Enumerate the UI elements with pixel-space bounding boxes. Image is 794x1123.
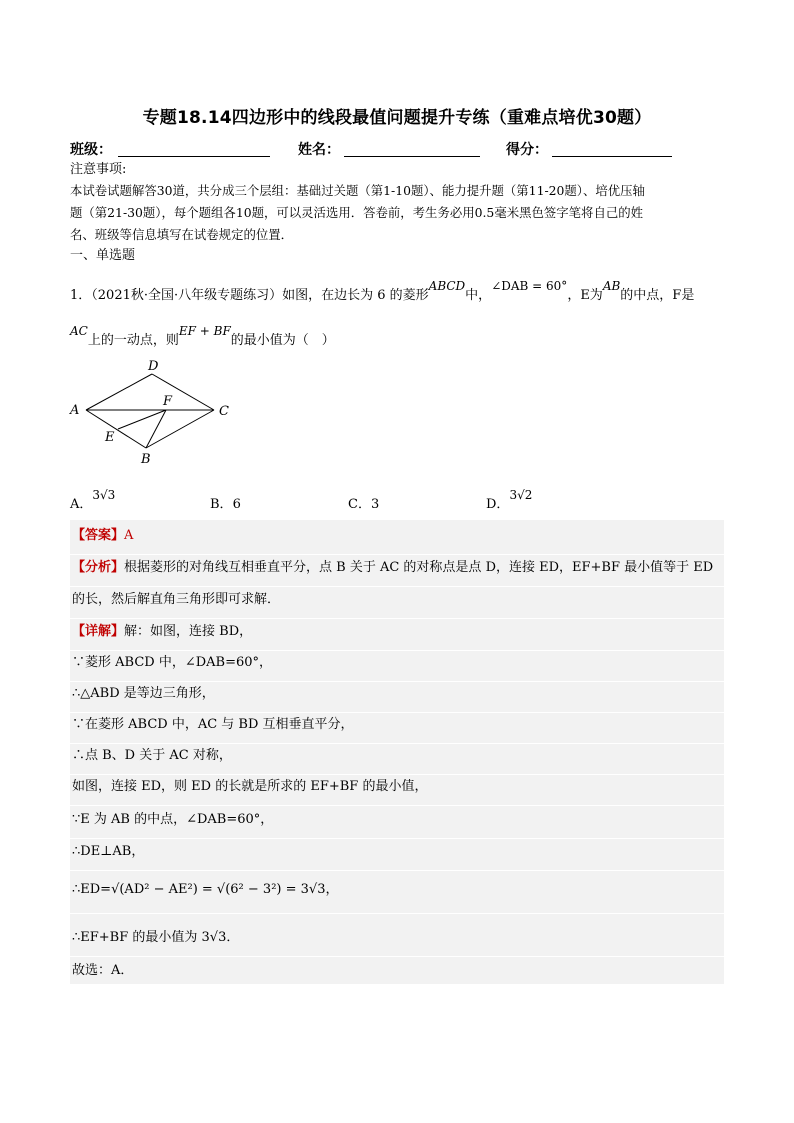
detail-line-1 (70, 620, 724, 651)
point-label-f: F (163, 394, 173, 409)
analysis-line-2 (70, 588, 724, 619)
segment-dc (152, 374, 214, 410)
vertex-label-a: A (70, 403, 80, 418)
option-a-value: 3√3 (92, 488, 116, 502)
detail-line-3 (70, 682, 724, 713)
detail-line-6 (70, 775, 724, 806)
score-blank[interactable] (552, 156, 672, 157)
vertex-label-d: D (148, 359, 159, 374)
question-seg-ac: AC (70, 324, 88, 338)
vertex-label-b: B (141, 452, 151, 467)
question-seg-ab: AB (602, 279, 621, 293)
notes-line-1: 本试卷试题解答30道，共分成三个层组：基础过关题（第1-10题）、能力提升题（第11-20题）、培优压轴 (70, 183, 645, 198)
analysis-text-1: 根据菱形的对角线互相垂直平分，点 B 关于 AC 的对称点是点 D，连接 ED，EF+BF 最小值等于 ED (124, 560, 714, 575)
class-label: 班级： (70, 142, 112, 158)
notes-line-2: 题（第21-30题），每个题组各10题，可以灵活选用．答卷前，考生务必用0.5毫米黑色签字笔将自己的姓 (70, 205, 644, 220)
vertex-label-c: C (219, 404, 229, 419)
detail-line-9 (70, 878, 724, 914)
question-mid2: ，E为 (567, 288, 603, 303)
question-mid3: 的中点，F是 (620, 288, 695, 303)
notes-heading: 注意事项: (70, 162, 127, 177)
question-suffix: 的最小值为（ ） (230, 333, 335, 348)
detail-step-1: 解：如图，连接 BD， (124, 624, 253, 639)
detail-tag: 【详解】 (72, 624, 125, 639)
page-title: 专题18.14四边形中的线段最值问题提升专练（重难点培优30题） (142, 108, 652, 128)
option-c-value: 3 (370, 497, 380, 512)
question-prefix: 1．（2021秋·全国·八年级专题练习）如图，在边长为 6 的菱形 (70, 288, 429, 303)
detail-step-4: ∵在菱形 ABCD 中，AC 与 BD 互相垂直平分， (72, 717, 354, 732)
answer-line (70, 524, 724, 555)
question-angle: ∠DAB = 60° (491, 279, 568, 293)
segment-ba (86, 410, 146, 448)
question-expr: EF + BF (178, 324, 231, 338)
option-b-value: 6 (232, 497, 241, 512)
detail-step-5: ∴点 B、D 关于 AC 对称， (72, 748, 232, 763)
segment-cb (146, 410, 214, 448)
detail-step-3: ∴△ABD 是等边三角形， (72, 686, 215, 701)
detail-line-8 (70, 840, 724, 871)
notes-line-3: 名、班级等信息填写在试卷规定的位置． (70, 227, 294, 242)
option-b-letter: B． (210, 497, 233, 512)
score-label: 得分： (506, 142, 548, 158)
option-a-letter: A． (70, 497, 93, 512)
option-c[interactable] (348, 493, 379, 519)
name-label: 姓名： (298, 142, 340, 158)
segment-fb (146, 410, 166, 448)
question-mid1: 中， (465, 288, 492, 303)
option-b[interactable] (210, 493, 241, 519)
rhombus-lines (86, 374, 214, 448)
detail-line-7 (70, 808, 724, 839)
option-d-letter: D． (486, 497, 510, 512)
detail-step-6: 如图，连接 ED，则 ED 的长就是所求的 EF+BF 的最小值， (72, 779, 428, 794)
detail-step-10: ∴EF+BF 的最小值为 3√3． (72, 930, 240, 945)
student-info-row (70, 137, 730, 161)
detail-line-4 (70, 713, 724, 744)
detail-line-10 (70, 926, 724, 957)
analysis-tag: 【分析】 (72, 560, 125, 575)
question-line-2 (70, 324, 730, 348)
question-mid4: 上的一动点，则 (87, 333, 179, 348)
segment-ad (86, 374, 152, 410)
detail-step-2: ∵菱形 ABCD 中，∠DAB=60°， (72, 655, 273, 670)
detail-step-7: ∵E 为 AB 的中点，∠DAB=60°， (72, 812, 274, 827)
detail-line-5 (70, 744, 724, 775)
detail-step-11: 故选：A． (72, 963, 134, 978)
question-line-1 (70, 279, 730, 303)
detail-line-2 (70, 651, 724, 682)
point-label-e: E (105, 430, 115, 445)
name-blank[interactable] (344, 156, 480, 157)
analysis-line-1 (70, 556, 724, 587)
option-d-value: 3√2 (509, 488, 533, 502)
option-a[interactable] (70, 488, 116, 519)
detail-step-9: ∴ED=√(AD² − AE²) = √(6² − 3²) = 3√3， (72, 882, 339, 897)
option-d[interactable] (486, 488, 533, 519)
detail-line-11 (70, 959, 724, 990)
option-c-letter: C． (348, 497, 371, 512)
class-blank[interactable] (118, 156, 270, 157)
segment-ef (118, 410, 166, 429)
answer-tag: 【答案】 (72, 528, 125, 543)
section-heading: 一、单选题 (70, 248, 136, 263)
answer-value: A (124, 528, 134, 543)
question-rhombus: ABCD (428, 279, 466, 293)
analysis-text-2: 的长，然后解直角三角形即可求解． (72, 592, 281, 607)
detail-step-8: ∴DE⊥AB， (72, 844, 145, 859)
